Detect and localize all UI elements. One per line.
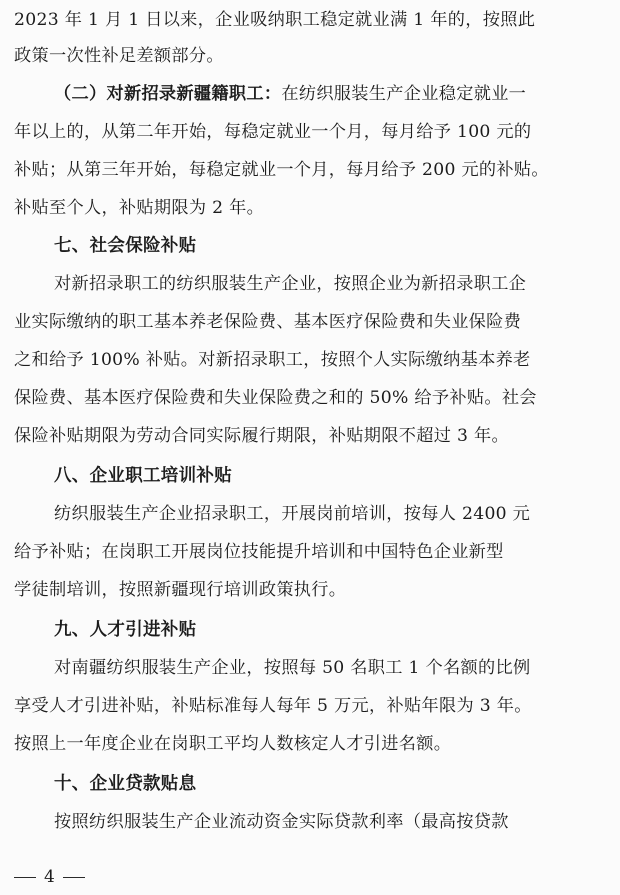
text-line: 保险费、基本医疗保险费和失业保险费之和的 50% 给予补贴。社会 [14,388,537,408]
text-line: 之和给予 100% 补贴。对新招录职工，按照个人实际缴纳基本养老 [14,350,531,370]
footer-dash-left [14,877,36,878]
section-heading: 八、企业职工培训补贴 [54,466,232,486]
text-span: 在纺织服装生产企业稳定就业一 [281,84,527,104]
section-heading: 九、人才引进补贴 [54,620,197,640]
text-line: 对新招录职工的纺织服装生产企业，按照企业为新招录职工企 [54,274,527,294]
text-line: 按照纺织服装生产企业流动资金实际贷款利率（最高按贷款 [54,812,509,832]
section-heading: 七、社会保险补贴 [54,236,197,256]
page-footer [14,862,85,892]
text-line: 纺织服装生产企业招录职工，开展岗前培训，按每人 2400 元 [54,504,531,524]
footer-dash-right [63,877,85,878]
paragraph-lead: （二）对新招录新疆籍职工： [54,84,282,104]
text-line: 补贴至个人，补贴期限为 2 年。 [14,198,265,218]
text-line: 享受人才引进补贴，补贴标准每人每年 5 万元，补贴年限为 3 年。 [14,696,532,716]
text-line: 学徒制培训，按照新疆现行培训政策执行。 [14,580,347,600]
text-line: 年以上的，从第二年开始，每稳定就业一个月，每月给予 100 元的 [14,122,532,142]
text-line: 给予补贴；在岗职工开展岗位技能提升培训和中国特色企业新型 [14,542,504,562]
text-line: 保险补贴期限为劳动合同实际履行期限，补贴期限不超过 3 年。 [14,426,509,446]
text-line: 政策一次性补足差额部分。 [14,46,224,66]
text-line: 按照上一年度企业在岗职工平均人数核定人才引进名额。 [14,734,452,754]
text-line: 业实际缴纳的职工基本养老保险费、基本医疗保险费和失业保险费 [14,312,522,332]
text-line: 对南疆纺织服装生产企业，按照每 50 名职工 1 个名额的比例 [54,658,531,678]
section-heading: 十、企业贷款贴息 [54,774,197,794]
text-line: 2023 年 1 月 1 日以来，企业吸纳职工稳定就业满 1 年的，按照此 [14,10,536,30]
page-number: 4 [44,867,55,887]
text-line [54,76,612,112]
text-line: 补贴；从第三年开始，每稳定就业一个月，每月给予 200 元的补贴。 [14,160,549,180]
